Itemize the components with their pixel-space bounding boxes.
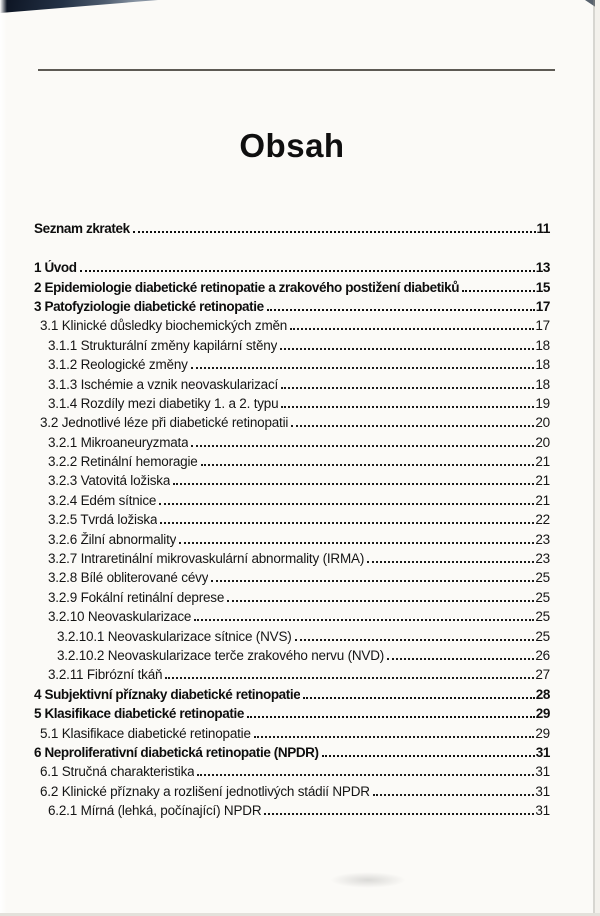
toc-entry-label: 6 Neproliferativní diabetická retinopatie (NPDR) — [34, 744, 319, 760]
toc-entry-label: 3.2.3 Vatovitá ložiska — [48, 473, 171, 489]
toc-entry-page: 21 — [535, 492, 550, 508]
toc-entry-label: 3.2.2 Retinální hemoragie — [48, 454, 198, 470]
page-title: Obsah — [239, 127, 345, 164]
toc-entry-page: 22 — [535, 512, 550, 528]
dot-leader — [227, 600, 534, 602]
table-of-contents — [34, 217, 550, 818]
dot-leader — [211, 580, 534, 582]
dot-leader — [159, 503, 534, 505]
toc-entry — [34, 295, 550, 314]
toc-entry-label: Seznam zkratek — [34, 221, 130, 237]
dot-leader — [367, 561, 534, 563]
toc-entry-page: 29 — [535, 706, 550, 722]
toc-entry-label: 3.1.4 Rozdíly mezi diabetiky 1. a 2. typu — [48, 395, 279, 411]
toc-entry-page: 18 — [535, 337, 550, 353]
toc-entry-page: 19 — [535, 395, 550, 411]
toc-entry-page: 20 — [535, 434, 550, 450]
toc-entry — [34, 644, 550, 663]
toc-entry-label: 1 Úvod — [34, 260, 77, 276]
scan-artifact-top-left — [0, 0, 158, 13]
toc-entry-page: 27 — [535, 667, 550, 683]
toc-entry — [34, 585, 550, 604]
dot-leader — [80, 270, 535, 272]
dot-leader — [133, 231, 536, 233]
dot-leader — [160, 522, 534, 524]
toc-entry — [34, 392, 550, 411]
toc-entry-page: 21 — [535, 473, 550, 489]
scan-smudge-bottom — [330, 872, 406, 888]
toc-entry-label: 3.2.1 Mikroaneuryzmata — [48, 434, 189, 450]
toc-entry-label: 3.2.6 Žilní abnormality — [48, 531, 177, 547]
dot-leader — [191, 367, 535, 369]
toc-entry — [34, 682, 550, 701]
toc-entry — [34, 508, 550, 527]
dot-leader — [194, 619, 534, 621]
toc-entry-page: 21 — [535, 454, 550, 470]
toc-entry-label: 3.2.11 Fibrózní tkáň — [48, 667, 163, 683]
dot-leader — [201, 464, 535, 466]
toc-entry — [34, 333, 550, 352]
page-right-edge — [595, 0, 600, 916]
toc-entry-label: 3.2.10.2 Neovaskularizace terče zrakového nervu (NVD) — [57, 647, 385, 663]
toc-entry-label: 6.2 Klinické příznaky a rozlišení jednotlivých stádií NPDR — [40, 783, 370, 799]
toc-entry — [34, 256, 550, 275]
toc-entry — [34, 702, 550, 721]
toc-entry-label: 5.1 Klasifikace diabetické retinopatie — [40, 725, 251, 741]
toc-entry-page: 17 — [535, 298, 550, 314]
header-rule — [38, 69, 555, 71]
toc-entry — [34, 741, 550, 760]
dot-leader — [373, 794, 535, 796]
toc-entry-label: 6.1 Stručná charakteristika — [40, 764, 195, 780]
dot-leader — [165, 677, 534, 679]
toc-entry — [34, 605, 550, 624]
dot-leader — [281, 387, 534, 389]
dot-leader — [264, 813, 534, 815]
toc-entry-page: 11 — [536, 221, 550, 237]
toc-entry-page: 18 — [535, 376, 550, 392]
toc-entry-label: 3.1.3 Ischémie a vznik neovaskularizací — [48, 376, 279, 392]
toc-entry — [34, 217, 550, 236]
toc-entry-label: 3 Patofyziologie diabetické retinopatie — [34, 298, 264, 314]
dot-leader — [267, 309, 535, 311]
toc-entry-page: 31 — [535, 744, 550, 760]
toc-entry-label: 3.2.10 Neovaskularizace — [48, 609, 192, 625]
toc-entry-page: 23 — [535, 531, 550, 547]
toc-entry — [34, 372, 550, 391]
toc-entry — [34, 663, 550, 682]
dot-leader — [173, 483, 534, 485]
dot-leader — [303, 697, 534, 699]
toc-entry-page: 31 — [535, 803, 550, 819]
toc-entry — [34, 779, 550, 798]
dot-leader — [462, 290, 535, 292]
toc-entry-page: 26 — [535, 647, 550, 663]
toc-entry — [34, 450, 550, 469]
dot-leader — [290, 328, 534, 330]
dot-leader — [179, 542, 534, 544]
dot-leader — [197, 774, 534, 776]
toc-entry — [34, 547, 550, 566]
toc-entry — [34, 624, 550, 643]
toc-entry-page: 28 — [535, 686, 550, 702]
toc-entry-label: 3.2.8 Bílé obliterované cévy — [48, 570, 209, 586]
toc-entry — [34, 411, 550, 430]
toc-entry-page: 29 — [535, 725, 550, 741]
toc-entry — [34, 430, 550, 449]
toc-entry-page: 20 — [535, 415, 550, 431]
toc-entry-label: 3.1 Klinické důsledky biochemických změn — [40, 318, 288, 334]
dot-leader — [322, 755, 535, 757]
dot-leader — [281, 406, 534, 408]
toc-entry-label: 4 Subjektivní příznaky diabetické retinopatie — [34, 686, 301, 702]
toc-entry — [34, 353, 550, 372]
toc-entry — [34, 488, 550, 507]
toc-entry-page: 15 — [535, 279, 550, 295]
toc-entry-label: 3.2 Jednotlivé léze při diabetické retinopatii — [40, 415, 289, 431]
toc-entry-label: 3.1.2 Reologické změny — [48, 357, 188, 373]
dot-leader — [254, 736, 535, 738]
toc-entry-label: 3.2.9 Fokální retinální deprese — [48, 589, 225, 605]
dot-leader — [387, 658, 534, 660]
toc-entry — [34, 760, 550, 779]
dot-leader — [280, 348, 534, 350]
toc-entry-page: 13 — [535, 260, 550, 276]
toc-entry-label: 6.2.1 Mírná (lehká, počínající) NPDR — [48, 803, 262, 819]
page-left-edge — [0, 0, 7, 916]
toc-entry-page: 18 — [535, 357, 550, 373]
toc-entry-label: 3.1.1 Strukturální změny kapilární stěny — [48, 337, 278, 353]
toc-entry — [34, 275, 550, 294]
toc-entry-page: 31 — [535, 764, 550, 780]
toc-entry-label: 5 Klasifikace diabetické retinopatie — [34, 706, 244, 722]
toc-entry-label: 3.2.7 Intraretinální mikrovaskulární abnormality (IRMA) — [48, 551, 365, 567]
toc-entry-label: 3.2.5 Tvrdá ložiska — [48, 512, 158, 528]
dot-leader — [291, 425, 534, 427]
toc-entry-page: 25 — [535, 570, 550, 586]
toc-entry-label: 2 Epidemiologie diabetické retinopatie a zrakového postižení diabetiků — [34, 279, 460, 295]
dot-leader — [295, 639, 535, 641]
toc-entry — [34, 799, 550, 818]
toc-entry-page: 25 — [535, 589, 550, 605]
toc-entry-page: 25 — [535, 628, 550, 644]
toc-entry-page: 17 — [535, 318, 550, 334]
toc-entry-page: 23 — [535, 551, 550, 567]
toc-entry — [34, 721, 550, 740]
toc-entry — [34, 566, 550, 585]
toc-entry-label: 3.2.10.1 Neovaskularizace sítnice (NVS) — [57, 628, 292, 644]
toc-entry-page: 25 — [535, 609, 550, 625]
toc-entry-label: 3.2.4 Edém sítnice — [48, 492, 157, 508]
toc-entry-page: 31 — [535, 783, 550, 799]
dot-leader — [247, 716, 535, 718]
toc-entry — [34, 469, 550, 488]
toc-entry — [34, 314, 550, 333]
toc-entry — [34, 527, 550, 546]
dot-leader — [191, 445, 534, 447]
